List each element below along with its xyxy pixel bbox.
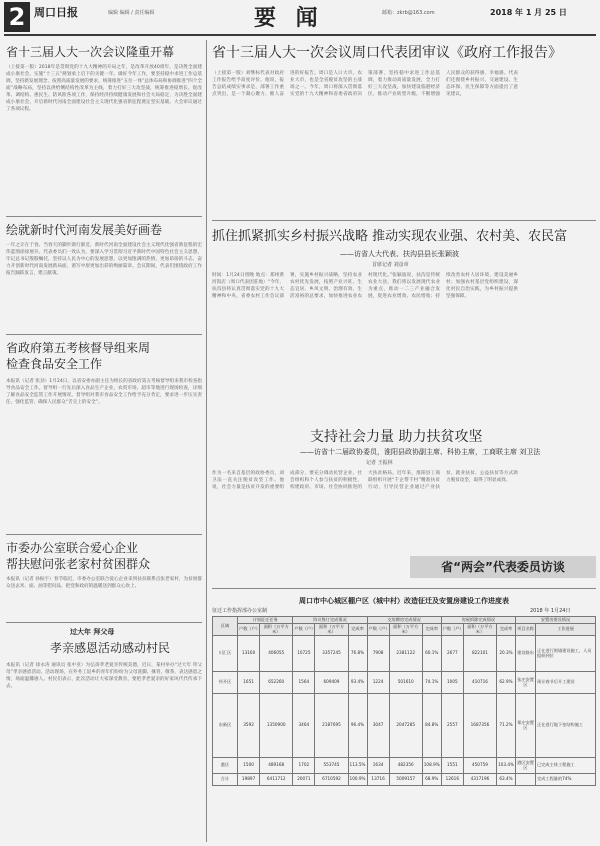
table-cell: 96.4% — [348, 693, 367, 757]
table-cell: 正在进行地下室结构施工 — [536, 693, 596, 757]
table-total-row — [213, 773, 596, 785]
table-cell: 正在进行围墙建设施工，人员组织到位 — [536, 635, 596, 671]
table-cell: 12616 — [441, 773, 463, 785]
table-cell: 71.2% — [497, 693, 516, 757]
table-cell: 410716 — [463, 671, 496, 693]
article-headline: 省十三届人大一次会议隆重开幕 — [6, 45, 175, 59]
table-cell-area: 合计 — [213, 773, 238, 785]
table-cell: 93.4% — [348, 671, 367, 693]
table-unit: 征迁工作指挥部办公室制 — [212, 608, 268, 614]
table-cell: 预计春节后开工建设 — [536, 671, 596, 693]
table-row — [213, 635, 596, 671]
table-cell: 553745 — [315, 757, 348, 773]
issue-date: 2018 年 1 月 25 日 — [490, 8, 567, 17]
table-cell: 2557 — [441, 693, 463, 757]
article-subtitle: ——访省人大代表、扶沟县县长张颖波 — [340, 250, 459, 258]
table-cell: 1702 — [293, 757, 315, 773]
table-cell: 113.5% — [348, 757, 367, 773]
article-body: 本报讯（记者 徐永涛 通讯员 张中亚）为弘扬孝老爱亲传统美德，近日，某村举办“过大年 拜父母”孝亲感恩活动。活动现场，在外务工返乡的青年们纷纷为父母洗脚、捶背、敬茶，表达感恩之情，场面温馨感人。村民们表示，此次活动让大家深受教育，要把孝老爱亲的好家风代代传承下去。 — [6, 663, 202, 689]
table-header: 项目名称 — [515, 623, 535, 635]
interview-banner: 省“两会”代表委员访谈 — [410, 556, 596, 578]
article-body: 作为一名来自基层的政协委员，刘卫法一直关注脱贫攻坚工作。他说，社会力量是扶贫开发的重要组成部分，要充分调动民营企业、社会组织和个人参与扶贫的积极性，构建政府、市场、社会协同推进的大扶贫格局。近年来，淮阳县工商联组织开展“千企帮千村”精准扶贫行动，引导民营企业通过产业扶贫、就业扶贫、公益扶贫等方式助力脱贫攻坚，取得了明显成效。 — [212, 471, 518, 490]
article-headline-line2: 帮扶慰问张老家村贫困群众 — [6, 557, 151, 571]
table-cell: 406055 — [260, 635, 293, 671]
article-body: 一年之计在于春。当春天的脚步渐行渐近，新时代河南全面建设社会主义现代化强省新征程的宏伟蓝图徐徐展开。代表委员们一致认为，要深入学习贯彻习近平新时代中国特色社会主义思想，牢记总书记殷殷嘱托，坚持以人民为中心的发展思想，以更加饱满的热情、更加昂扬的斗志，奋力开创新时代河南发展新局面，谱写中原更加出彩的绚丽篇章。会议期间，代表们围绕政府工作报告踊跃发言，建言献策。 — [6, 243, 202, 276]
article-headline: 省十三届人大一次会议周口代表团审议《政府工作报告》 — [212, 45, 562, 61]
table-cell: 6411712 — [260, 773, 293, 785]
table-header: 面积（万平方米） — [315, 623, 348, 635]
article-headline: 市委办公室联合爱心企业 — [6, 541, 139, 555]
table-header: 面积（万平方米） — [389, 623, 422, 635]
table-cell: 19897 — [238, 773, 260, 785]
article-divider — [6, 216, 202, 217]
table-cell: 822101 — [463, 635, 496, 671]
table-cell: 张庄安置区 — [515, 671, 535, 693]
table-group-header: 交房腾房完成情况 — [367, 617, 441, 624]
article-byline: 首席记者 刘彦章 — [372, 262, 409, 268]
table-header: 区域 — [213, 617, 238, 636]
article-subtitle: ——访省十二届政协委员，淮阳县政协副主席、科协主席，工商联主席 刘卫法 — [300, 448, 541, 456]
masthead-rule — [4, 34, 596, 36]
table-cell: 2381122 — [389, 635, 422, 671]
table-cell: 609409 — [315, 671, 348, 693]
section-divider — [212, 220, 596, 221]
table-cell: 501610 — [389, 671, 422, 693]
table-cell: 13716 — [367, 773, 389, 785]
table-date: 2018 年 1月24日 — [530, 608, 571, 614]
table-cell — [515, 773, 535, 785]
table-header: 完成率 — [422, 623, 441, 635]
column-divider — [206, 40, 207, 842]
paper-name: 周口日报 — [34, 6, 78, 19]
table-cell: 68.9% — [422, 773, 441, 785]
section-title: 要 闻 — [254, 5, 324, 31]
table-cell: 489168 — [260, 757, 293, 773]
table-group-header-row — [213, 617, 596, 624]
table-cell: 108.9% — [422, 757, 441, 773]
table-cell-area: 经开区 — [213, 671, 238, 693]
table-cell: 郑庄安置区 — [515, 693, 535, 757]
page-number: 2 — [4, 2, 30, 32]
article-headline: 支持社会力量 助力扶贫攻坚 — [310, 429, 483, 445]
table-cell: 652260 — [260, 671, 293, 693]
table-cell: 建设路东 — [515, 635, 535, 671]
table-row — [213, 671, 596, 693]
table-header: 户数（户） — [367, 623, 389, 635]
table-cell: 1634 — [367, 757, 389, 773]
article-body: （上接第一版）2018年是贯彻党的十九大精神的开局之年，是改革开放40周年，是决胜全面建成小康社会、实施“十三五”规划承上启下的关键一年。做好今年工作，要坚持稳中求进工作总基调，坚持新发展理念，按照高质量发展的要求，统筹推进“五位一体”总体布局和协调推进“四个全面”战略布局，坚持以供给侧结构性改革为主线，着力打好三大攻坚战，统筹推进稳增长、促改革、调结构、惠民生、防风险各项工作，保持经济持续健康发展和社会大局稳定，为决胜全面建成小康社会、开启新时代河南全面建设社会主义现代化强省新征程奠定坚实基础。大会审议通过了各项议程。 — [6, 65, 202, 112]
table-cell: 1224 — [367, 671, 389, 693]
article-headline-line2: 检查食品安全工作 — [6, 357, 103, 371]
table-cell: 2187695 — [315, 693, 348, 757]
table-group-header: 协议签订完成情况 — [293, 617, 367, 624]
article-headline: 绘就新时代河南发展美好画卷 — [6, 223, 163, 237]
table-cell: 6710592 — [315, 773, 348, 785]
table-cell: 1551 — [441, 757, 463, 773]
table-header: 完成率 — [348, 623, 367, 635]
table-cell: 1651 — [238, 671, 260, 693]
editor-email: 邮箱：zkrb@163.com — [382, 10, 435, 16]
table-cell: 1564 — [293, 671, 315, 693]
table-cell: 62.9% — [497, 671, 516, 693]
editor-credit: 编辑 编辑 / 责任编辑 — [108, 10, 155, 16]
article-byline: 记者 王振林 — [366, 460, 393, 466]
table-cell: 港区安置区 — [515, 757, 535, 773]
table-cell: 完成工程量的74% — [536, 773, 596, 785]
article-divider — [6, 534, 202, 535]
table-group-header: 房屋拆除完成情况 — [441, 617, 515, 624]
article-kicker: 过大年 拜父母 — [70, 628, 115, 636]
table-cell: 76.8% — [348, 635, 367, 671]
table-cell: 4317196 — [463, 773, 496, 785]
table-header: 面积（万平方米） — [260, 623, 293, 635]
article-headline: 抓住抓紧抓实乡村振兴战略 推动实现农业强、农村美、农民富 — [212, 229, 568, 244]
article-divider — [6, 334, 202, 335]
table-row — [213, 693, 596, 757]
masthead — [0, 0, 600, 36]
article-headline: 省政府第五考核督导组来周 — [6, 341, 151, 355]
table-group-header: 安置房建设情况 — [515, 617, 595, 624]
table-cell: 已完成主体工程施工 — [536, 757, 596, 773]
table-cell: 2047285 — [389, 693, 422, 757]
table-cell: 10725 — [293, 635, 315, 671]
table-title: 周口市中心城区棚户区（城中村）改造征迁及安置房建设工作进度表 — [299, 597, 509, 605]
table-cell: 3592 — [238, 693, 260, 757]
table-cell-area: 东新区 — [213, 693, 238, 757]
table-cell: 482356 — [389, 757, 422, 773]
section-divider — [212, 588, 596, 589]
table-cell: 3047 — [367, 693, 389, 757]
table-header-row — [213, 623, 596, 635]
table-cell: 7908 — [367, 635, 389, 671]
table-cell: 1350900 — [260, 693, 293, 757]
table-cell: 1500 — [238, 757, 260, 773]
article-body: （上接第一版）刘继标代表对政府工作报告给予高度评价。他说，报告总结成绩实事求是，部署工作重点突出，是一个凝心聚力、催人奋进的好报告。周口是人口大市、农业大市，也是全省脱贫攻坚的主战场之一。今年，周口将深入贯彻落实党的十九大精神和省委省政府决策部署，坚持稳中求进工作总基调，着力推动高质量发展，全力打好三大攻坚战，加快建设临港经济区，推动产业转型升级，不断增强人民群众的获得感、幸福感。代表们还围绕乡村振兴、交通建设、生态环保、民生保障等方面提出了意见建议。 — [212, 71, 518, 97]
table-cell: 84.8% — [422, 693, 441, 757]
table-cell: 1687356 — [463, 693, 496, 757]
table-header: 完成率 — [497, 623, 516, 635]
table-cell-area: 港区 — [213, 757, 238, 773]
table-cell: 63.4% — [497, 773, 516, 785]
table-cell: 60.1% — [422, 635, 441, 671]
table-cell: 20071 — [293, 773, 315, 785]
progress-table — [212, 616, 596, 786]
table-cell: 2677 — [441, 635, 463, 671]
table-cell: 5009157 — [389, 773, 422, 785]
article-body: 本报讯（记者 孙振宇）春节临近，市委办公室联合爱心企业来到扶贫联系点张老家村，为贫困群众送去米、面、油等慰问品，把党和政府的温暖送到群众心坎上。 — [6, 577, 202, 589]
table-cell: 3357245 — [315, 635, 348, 671]
table-cell: 74.1% — [422, 671, 441, 693]
table-cell-area: 川汇区 — [213, 635, 238, 671]
table-cell: 1005 — [441, 671, 463, 693]
article-headline: 孝亲感恩活动感动村民 — [50, 641, 171, 655]
table-cell: 103.4% — [497, 757, 516, 773]
table-cell: 13160 — [238, 635, 260, 671]
table-cell: 450759 — [463, 757, 496, 773]
article-body: 本报讯（记者 张劲）1月24日，以省安委办副主任为组长的省政府第五考核督导组来我市检查指导食品安全工作。督导组一行先后深入食品生产企业、农贸市场、超市等地进行现场检查，详细了解食品安全监管工作开展情况。督导组对我市食品安全工作给予充分肯定，要求进一步压实责任，强化监管，确保人民群众“舌尖上的安全”。 — [6, 379, 202, 405]
table-cell: 20.3% — [497, 635, 516, 671]
article-divider — [6, 622, 202, 623]
table-row — [213, 757, 596, 773]
table-header: 户数（户） — [441, 623, 463, 635]
table-header: 面积（万平方米） — [463, 623, 496, 635]
table-cell: 100.9% — [348, 773, 367, 785]
article-body: 时间：1月24日傍晚 地点：郑州黄河饭店（周口代表团驻地）“今年，扶沟县将认真贯彻落实党的十九大精神和中央、省委农村工作会议部署，实施乡村振兴战略，坚持农业农村优先发展，按照产业兴旺、生态宜居、乡风文明、治理有效、生活富裕的总要求，加快推进农业农村现代化。”张颖波说，扶沟是传统农业大县，我们将以发展现代农业为重点，推动一二三产业融合发展，促进农业增效、农民增收；持续改善农村人居环境，建设美丽乡村；加强农村基层党组织建设，深化村民自治实践，为乡村振兴提供坚强保障。 — [212, 273, 518, 299]
table-header: 户数（户） — [238, 623, 260, 635]
table-cell: 3464 — [293, 693, 315, 757]
table-group-header: 计划征迁任务 — [238, 617, 293, 624]
table-header: 户数（户） — [293, 623, 315, 635]
table-header: 工作进展 — [536, 623, 596, 635]
